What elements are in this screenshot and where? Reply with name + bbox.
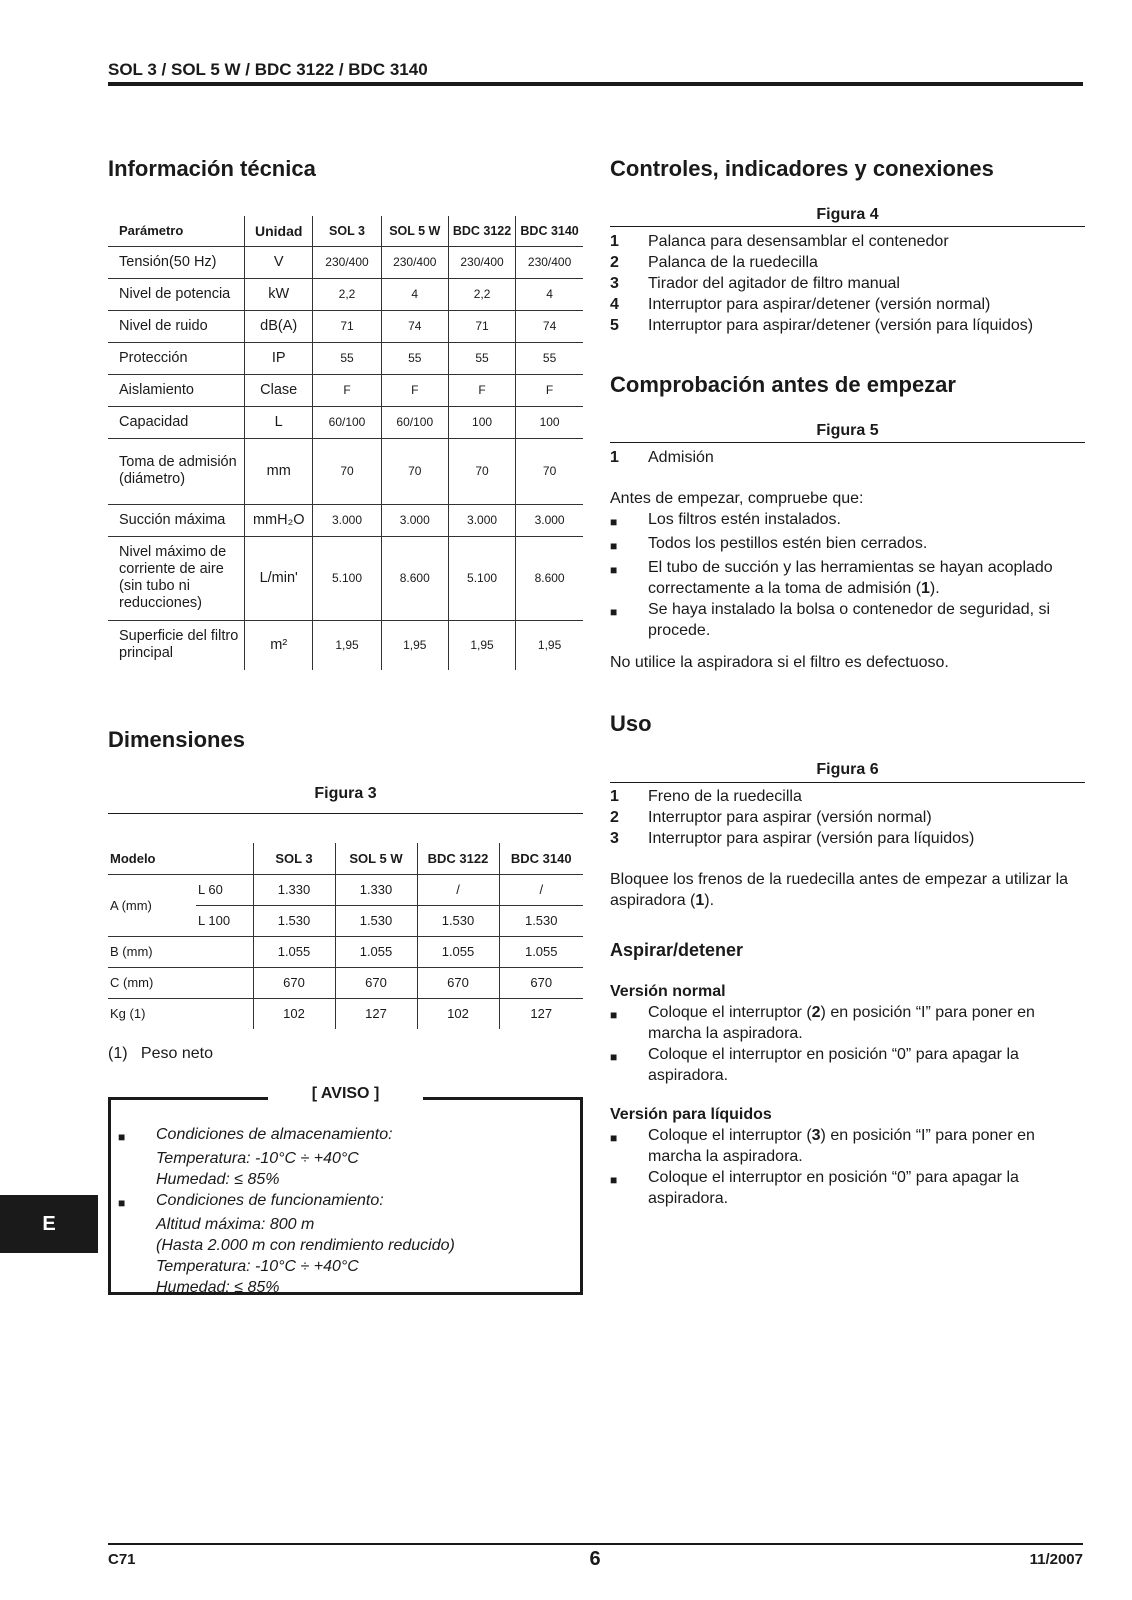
tech-table-row — [108, 536, 583, 620]
liquid-bullet-text-part: Coloque el interruptor ( — [648, 1127, 812, 1144]
item-number: 2 — [610, 254, 619, 271]
dims-col-header: SOL 3 — [253, 843, 335, 874]
bullet-icon: ■ — [610, 1131, 618, 1145]
liquid-bullet-ref: 3 — [811, 1127, 821, 1144]
liquid-bullet-text-part: ) en posición “I” para poner en marcha la aspiradora. — [648, 1127, 1035, 1165]
tech-col-header: Unidad — [245, 216, 313, 246]
dims-row-label: Kg (1) — [110, 1006, 146, 1022]
tech-unit-cell: V — [245, 246, 313, 278]
tech-value-cell: F — [381, 374, 448, 406]
check-bullet-text: Todos los pestillos estén bien cerrados. — [648, 535, 928, 552]
item-text: Tirador del agitador de filtro manual — [648, 275, 900, 292]
dims-cell: 1.530 — [335, 905, 417, 936]
aviso-line-text: (Hasta 2.000 m con rendimiento reducido) — [156, 1237, 455, 1254]
dims-cell: 670 — [499, 967, 583, 998]
check-bullet — [610, 557, 1085, 599]
item-number: 1 — [610, 788, 619, 805]
check-intro: Antes de empezar, compruebe que: — [610, 490, 864, 507]
dims-col-header: BDC 3122 — [417, 843, 499, 874]
tech-value-cell: F — [516, 374, 583, 406]
footer-rule — [108, 1543, 1083, 1545]
numbered-item — [610, 273, 1033, 294]
dims-cell: 1.055 — [335, 936, 417, 967]
footnote-number: (1) — [108, 1045, 128, 1062]
item-text: Interruptor para aspirar/detener (versión normal) — [648, 296, 991, 313]
tech-unit-cell: mm — [245, 438, 313, 504]
item-text: Freno de la ruedecilla — [648, 788, 802, 805]
dims-cell: 670 — [417, 967, 499, 998]
numbered-item — [610, 231, 1033, 252]
bullet-icon: ■ — [118, 1196, 126, 1210]
tech-unit-cell: L/min' — [245, 536, 313, 620]
aviso-line-text: Altitud máxima: 800 m — [156, 1216, 315, 1233]
version-liquid-title: Versión para líquidos — [610, 1106, 772, 1123]
tech-table-row — [108, 620, 583, 670]
tech-unit-cell: m² — [245, 620, 313, 670]
dims-section-title: Dimensiones — [108, 727, 245, 752]
bullet-icon: ■ — [610, 515, 618, 529]
item-number: 3 — [610, 275, 619, 292]
tech-table-row — [108, 310, 583, 342]
tech-value-cell: 55 — [516, 342, 583, 374]
aviso-list — [118, 1124, 455, 1298]
item-number: 3 — [610, 830, 619, 847]
check-bullet-text: Los filtros estén instalados. — [648, 511, 841, 528]
tech-value-cell: F — [313, 374, 381, 406]
tech-param-cell: Succión máxima — [108, 504, 245, 536]
dims-cell: 1.330 — [253, 874, 335, 905]
tech-table-row — [108, 342, 583, 374]
tech-unit-cell: mmH₂O — [245, 504, 313, 536]
dims-cell: 1.055 — [417, 936, 499, 967]
bullet-icon: ■ — [610, 563, 618, 577]
tech-table-row — [108, 406, 583, 438]
header-rule — [108, 82, 1083, 86]
bullet-icon: ■ — [610, 539, 618, 553]
tech-col-header: SOL 3 — [313, 216, 381, 246]
language-side-tab: E — [0, 1195, 98, 1253]
numbered-item — [610, 315, 1033, 336]
dims-col-header: BDC 3140 — [499, 843, 583, 874]
tech-value-cell: 1,95 — [516, 620, 583, 670]
dims-cell: 1.055 — [253, 936, 335, 967]
item-number: 4 — [610, 296, 619, 313]
dims-cell: 1.530 — [417, 905, 499, 936]
figure-4-label: Figura 4 — [816, 206, 879, 223]
item-number: 1 — [610, 233, 619, 250]
dims-cell: 102 — [253, 998, 335, 1029]
tech-value-cell: 70 — [448, 438, 515, 504]
tech-unit-cell: kW — [245, 278, 313, 310]
liquid-bullet — [610, 1167, 1085, 1209]
dims-row-b — [108, 936, 583, 967]
check-bullet-text: Se haya instalado la bolsa o contenedor de seguridad, si procede. — [648, 601, 1051, 639]
tech-value-cell: 70 — [516, 438, 583, 504]
tech-value-cell: 1,95 — [448, 620, 515, 670]
aviso-line — [118, 1214, 455, 1235]
dims-cell: / — [417, 874, 499, 905]
tech-value-cell: 4 — [381, 278, 448, 310]
tech-value-cell: 230/400 — [516, 246, 583, 278]
aspirar-subtitle: Aspirar/detener — [610, 940, 744, 960]
tech-value-cell: 74 — [381, 310, 448, 342]
dims-row-c — [108, 967, 583, 998]
dims-row-kg — [108, 998, 583, 1029]
figure-5-rule — [610, 442, 1085, 443]
bullet-icon — [118, 1214, 156, 1235]
tech-value-cell: 230/400 — [448, 246, 515, 278]
liquid-bullet-text: Coloque el interruptor en posición “0” para apagar la aspiradora. — [648, 1169, 1019, 1207]
bullet-icon: ■ — [118, 1130, 126, 1144]
version-liquid-bullets — [610, 1125, 1085, 1209]
tech-unit-cell: IP — [245, 342, 313, 374]
item-number: 2 — [610, 809, 619, 826]
numbered-item — [610, 447, 714, 468]
dims-cell: 127 — [335, 998, 417, 1029]
tech-value-cell: 3.000 — [448, 504, 515, 536]
item-text: Interruptor para aspirar (versión normal) — [648, 809, 932, 826]
bullet-icon: ■ — [610, 1173, 618, 1187]
check-bullet — [610, 599, 1085, 641]
check-bullet-text-part: El tubo de succión y las herramientas se hayan acoplado correctamente a la toma de admisión ( — [648, 559, 1053, 597]
tech-col-header: Parámetro — [108, 216, 245, 246]
tech-value-cell: 55 — [313, 342, 381, 374]
tech-param-cell: Capacidad — [108, 406, 245, 438]
bullet-icon — [118, 1256, 156, 1277]
version-normal-bullets — [610, 1002, 1085, 1086]
aviso-line-text: Condiciones de funcionamiento: — [156, 1192, 384, 1209]
aviso-line — [118, 1169, 455, 1190]
document-header-title: SOL 3 / SOL 5 W / BDC 3122 / BDC 3140 — [108, 60, 428, 79]
tech-value-cell: 55 — [448, 342, 515, 374]
dims-cell: 670 — [335, 967, 417, 998]
tech-param-cell: Protección — [108, 342, 245, 374]
dims-row-label: B (mm) — [108, 936, 253, 967]
tech-value-cell: 74 — [516, 310, 583, 342]
aviso-title: [ AVISO ] — [268, 1085, 423, 1103]
tech-value-cell: 70 — [313, 438, 381, 504]
tech-value-cell: 3.000 — [516, 504, 583, 536]
check-list — [610, 447, 714, 468]
footer-date: 11/2007 — [1029, 1551, 1083, 1568]
figure-3-rule — [108, 813, 583, 814]
normal-bullet-text-part: ) en posición “I” para poner en marcha la aspiradora. — [648, 1004, 1035, 1042]
bullet-icon — [118, 1169, 156, 1190]
numbered-item — [610, 252, 1033, 273]
dims-col-header — [196, 843, 253, 874]
tech-table — [108, 216, 583, 670]
figure-3-label: Figura 3 — [314, 785, 377, 802]
dims-row-label: A (mm) — [108, 874, 196, 936]
tech-value-cell: 71 — [313, 310, 381, 342]
uso-section-title: Uso — [610, 711, 652, 736]
tech-value-cell: 5.100 — [448, 536, 515, 620]
tech-param-cell: Nivel de potencia — [108, 278, 245, 310]
tech-value-cell: 230/400 — [313, 246, 381, 278]
tech-unit-cell: dB(A) — [245, 310, 313, 342]
tech-value-cell: 55 — [381, 342, 448, 374]
bullet-icon: ■ — [610, 1008, 618, 1022]
check-bullet — [610, 509, 1085, 533]
tech-value-cell: 100 — [448, 406, 515, 438]
dims-cell: / — [499, 874, 583, 905]
tech-value-cell: 5.100 — [313, 536, 381, 620]
check-bullet-text — [648, 557, 1085, 599]
normal-bullet-text — [648, 1002, 1085, 1044]
item-text: Palanca para desensamblar el contenedor — [648, 233, 949, 250]
dims-row-sublabel: L 100 — [196, 905, 253, 936]
dims-row-a-l60 — [108, 874, 583, 905]
uso-paragraph-text: Bloquee los frenos de la ruedecilla antes de empezar a utilizar la aspiradora ( — [610, 871, 1069, 909]
tech-value-cell: 71 — [448, 310, 515, 342]
uso-list — [610, 786, 974, 849]
figure-4-rule — [610, 226, 1085, 227]
tech-param-cell: Superficie del filtro principal — [119, 628, 239, 662]
dims-row-label: C (mm) — [108, 967, 253, 998]
uso-paragraph-ref: 1 — [695, 892, 705, 909]
normal-bullet-text-part: Coloque el interruptor ( — [648, 1004, 812, 1021]
uso-paragraph-text: ). — [704, 892, 715, 909]
version-normal-title: Versión normal — [610, 983, 726, 1000]
uso-paragraph — [610, 869, 1085, 911]
dims-row-sublabel: L 60 — [196, 874, 253, 905]
item-text: Admisión — [648, 449, 714, 466]
normal-bullet-text: Coloque el interruptor en posición “0” para apagar la aspiradora. — [648, 1046, 1019, 1084]
tech-col-header: BDC 3140 — [516, 216, 583, 246]
dimensions-table — [108, 843, 583, 1029]
normal-bullet — [610, 1002, 1085, 1044]
bullet-icon: ■ — [610, 1050, 618, 1064]
tech-table-row — [108, 504, 583, 536]
tech-value-cell: 1,95 — [381, 620, 448, 670]
check-section-title: Comprobación antes de empezar — [610, 372, 956, 397]
aviso-line-text: Humedad: ≤ 85% — [156, 1279, 280, 1296]
numbered-item — [610, 294, 1033, 315]
check-bullet-text-part: ). — [929, 580, 940, 597]
check-bullet — [610, 533, 1085, 557]
tech-param-cell: Nivel de ruido — [108, 310, 245, 342]
tech-param-cell: Aislamiento — [108, 374, 245, 406]
dims-cell: 127 — [499, 998, 583, 1029]
aviso-line-text: Temperatura: -10°C ÷ +40°C — [156, 1150, 359, 1167]
aviso-line-text: Condiciones de almacenamiento: — [156, 1126, 393, 1143]
normal-bullet — [610, 1044, 1085, 1086]
dims-cell: 670 — [253, 967, 335, 998]
tech-section-title: Información técnica — [108, 156, 316, 181]
tech-table-row — [108, 374, 583, 406]
controls-section-title: Controles, indicadores y conexiones — [610, 156, 994, 181]
numbered-item — [610, 828, 974, 849]
aviso-line-text: Temperatura: -10°C ÷ +40°C — [156, 1258, 359, 1275]
tech-value-cell: 4 — [516, 278, 583, 310]
dims-col-header: SOL 5 W — [335, 843, 417, 874]
bullet-icon — [118, 1277, 156, 1298]
tech-unit-cell: Clase — [245, 374, 313, 406]
liquid-bullet-text — [648, 1125, 1085, 1167]
figure-5-label: Figura 5 — [816, 422, 879, 439]
item-text: Interruptor para aspirar (versión para líquidos) — [648, 830, 975, 847]
footnote-text: Peso neto — [140, 1045, 213, 1062]
normal-bullet-ref: 2 — [811, 1004, 821, 1021]
bullet-icon: ■ — [610, 605, 618, 619]
tech-value-cell: 2,2 — [448, 278, 515, 310]
dims-cell: 1.530 — [499, 905, 583, 936]
numbered-item — [610, 786, 974, 807]
tech-value-cell: 8.600 — [381, 536, 448, 620]
item-number: 1 — [610, 449, 619, 466]
dims-table-header — [108, 843, 583, 874]
figure-6-rule — [610, 782, 1085, 783]
dims-cell: 102 — [417, 998, 499, 1029]
tech-value-cell: F — [448, 374, 515, 406]
controls-list — [610, 231, 1033, 336]
aviso-line — [118, 1256, 455, 1277]
aviso-line — [118, 1148, 455, 1169]
bullet-icon — [118, 1235, 156, 1256]
aviso-line-text: Humedad: ≤ 85% — [156, 1171, 280, 1188]
tech-value-cell: 3.000 — [381, 504, 448, 536]
tech-table-row — [108, 438, 583, 504]
aviso-line — [118, 1190, 455, 1214]
check-note: No utilice la aspiradora si el filtro es defectuoso. — [610, 654, 949, 671]
tech-unit-cell: L — [245, 406, 313, 438]
tech-value-cell: 2,2 — [313, 278, 381, 310]
tech-value-cell: 60/100 — [313, 406, 381, 438]
tech-table-row — [108, 246, 583, 278]
item-text: Interruptor para aspirar/detener (versión para líquidos) — [648, 317, 1034, 334]
tech-value-cell: 60/100 — [381, 406, 448, 438]
numbered-item — [610, 807, 974, 828]
aviso-line — [118, 1124, 455, 1148]
check-bullets — [610, 509, 1085, 641]
dims-footnote — [108, 1045, 213, 1063]
dims-cell: 1.330 — [335, 874, 417, 905]
tech-value-cell: 100 — [516, 406, 583, 438]
tech-value-cell: 8.600 — [516, 536, 583, 620]
figure-6-label: Figura 6 — [816, 761, 879, 778]
dims-cell: 1.055 — [499, 936, 583, 967]
tech-col-header: SOL 5 W — [381, 216, 448, 246]
dims-col-header: Modelo — [108, 843, 196, 874]
item-text: Palanca de la ruedecilla — [648, 254, 818, 271]
item-number: 5 — [610, 317, 619, 334]
tech-param-cell: Nivel máximo de corriente de aire (sin tubo ni reducciones) — [108, 536, 245, 620]
tech-param-cell: Toma de admisión (diámetro) — [108, 438, 245, 504]
tech-value-cell: 230/400 — [381, 246, 448, 278]
tech-table-row — [108, 278, 583, 310]
tech-value-cell: 1,95 — [335, 638, 359, 653]
tech-param-cell: Tensión(50 Hz) — [108, 246, 245, 278]
tech-value-cell: 3.000 — [313, 504, 381, 536]
liquid-bullet — [610, 1125, 1085, 1167]
aviso-line — [118, 1235, 455, 1256]
aviso-line — [118, 1277, 455, 1298]
dims-cell: 1.530 — [253, 905, 335, 936]
footer-doc-code: C71 — [108, 1551, 136, 1568]
tech-col-header: BDC 3122 — [448, 216, 515, 246]
bullet-icon — [118, 1148, 156, 1169]
tech-table-header — [108, 216, 583, 246]
footer-page-number: 6 — [589, 1548, 601, 1570]
tech-value-cell: 70 — [381, 438, 448, 504]
check-bullet-ref: 1 — [921, 580, 930, 597]
